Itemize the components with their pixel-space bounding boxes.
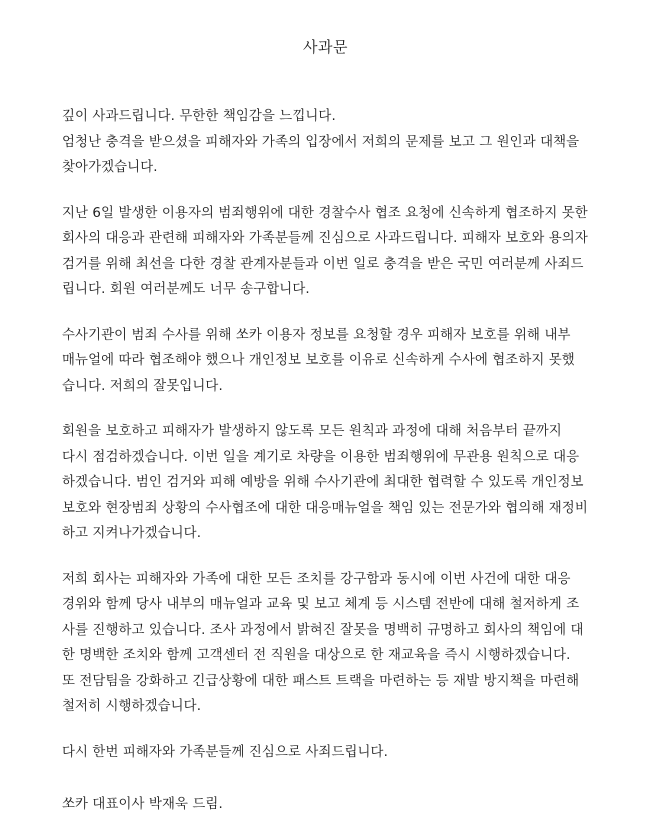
text-line: 철저히 시행하겠습니다. xyxy=(62,699,202,714)
paragraph-fault-admission xyxy=(62,323,622,400)
signature-line: 쏘카 대표이사 박재욱 드림. xyxy=(62,797,223,812)
text-line: 회사의 대응과 관련해 피해자와 가족분들께 진심으로 사과드립니다. 피해자 보호와 용의자 xyxy=(62,231,588,246)
text-line: 매뉴얼에 따라 협조해야 했으나 개인정보 보호를 이유로 신속하게 수사에 협조하지 못했 xyxy=(62,353,575,368)
text-line: 한 명백한 조치와 함께 고객센터 전 직원을 대상으로 한 재교육을 즉시 시행하겠습니다. xyxy=(62,648,571,663)
text-line: 엄청난 충격을 받으셨을 피해자와 가족의 입장에서 저희의 문제를 보고 그 원인과 대책을 xyxy=(62,134,580,150)
text-line: 회원을 보호하고 피해자가 발생하지 않도록 모든 원칙과 과정에 대해 처음부터 끝까지 xyxy=(62,424,562,439)
text-line: 립니다. 회원 여러분께도 너무 송구합니다. xyxy=(62,282,310,297)
text-line: 검거를 위해 최선을 다한 경찰 관계자분들과 이번 일로 충격을 받은 국민 여러분께 사죄드 xyxy=(62,256,584,272)
paragraph-company-measures xyxy=(62,567,622,720)
paragraph-review-commitment xyxy=(62,419,622,547)
text-line: 깊이 사과드립니다. 무한한 책임감을 느낍니다. xyxy=(62,109,336,124)
text-line: 사를 진행하고 있습니다. 조사 과정에서 밝혀진 잘못을 명백히 규명하고 회사의 책임에 대 xyxy=(62,622,584,638)
document-title: 사과문 xyxy=(303,38,348,56)
text-line: 하겠습니다. 범인 검거와 피해 예방을 위해 수사기관에 최대한 협력할 수 있도록 개인정보 xyxy=(62,475,584,490)
signature xyxy=(62,792,622,818)
text-line: 경위와 함께 당사 내부의 매뉴얼과 교육 및 보고 체계 등 시스템 전반에 대해 철저하게 조 xyxy=(62,597,580,612)
document-body xyxy=(62,104,622,838)
text-line: 하고 지켜나가겠습니다. xyxy=(62,526,202,541)
text-line: 지난 6일 발생한 이용자의 범죄행위에 대한 경찰수사 협조 요청에 신속하게 협조하지 못한 xyxy=(62,205,588,221)
text-line: 다시 점검하겠습니다. 이번 일을 계기로 차량을 이용한 범죄행위에 무관용 원칙으로 대응 xyxy=(62,449,580,465)
text-line: 저희 회사는 피해자와 가족에 대한 모든 조치를 강구함과 동시에 이번 사건에 대한 대응 xyxy=(62,571,571,587)
text-line: 수사기관이 범죄 수사를 위해 쏘카 이용자 정보를 요청할 경우 피해자 보호를 위해 내부 xyxy=(62,327,571,343)
text-line: 다시 한번 피해자와 가족분들께 진심으로 사죄드립니다. xyxy=(62,744,388,760)
text-line: 습니다. 저희의 잘못입니다. xyxy=(62,378,223,394)
text-line: 찾아가겠습니다. xyxy=(62,160,158,175)
paragraph-closing-apology xyxy=(62,740,622,766)
paragraph-incident-apology xyxy=(62,201,622,303)
text-line: 보호와 현장범죄 상황의 수사협조에 대한 대응매뉴얼을 책임 있는 전문가와 협의해 재정비 xyxy=(62,500,588,516)
text-line: 또 전담팀을 강화하고 긴급상황에 대한 패스트 트랙을 마련하는 등 재발 방지책을 마련해 xyxy=(62,673,580,689)
paragraph-apology-intro xyxy=(62,104,622,181)
